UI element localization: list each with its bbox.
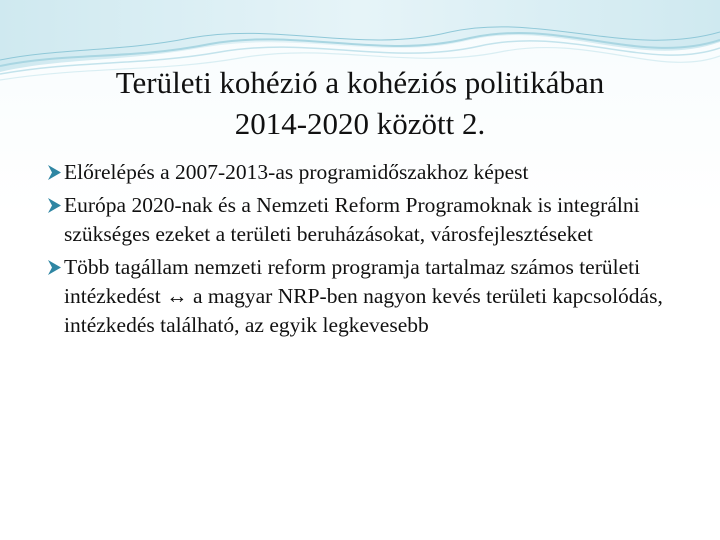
arrowhead-bullet-icon [48,191,62,220]
bullet-text: Több tagállam nemzeti reform programja tartalmaz számos területi intézkedést ↔ a magyar NRP-ben nagyon kevés területi kapcsolódás, intézkedés található, az egyik legkevesebb [64,255,663,337]
bullet-text: Előrelépés a 2007-2013-as programidőszakhoz képest [64,160,529,184]
bullet-item [48,158,698,187]
slide-title-line-1: Területi kohézió a kohéziós politikában [115,65,605,100]
slide-title [30,62,690,144]
bullet-text: Európa 2020-nak és a Nemzeti Reform Programoknak is integrálni szükséges ezeket a területi beruházásokat, városfejlesztéseket [64,193,640,246]
bullet-list [48,158,698,344]
arrowhead-bullet-icon [48,253,62,282]
bullet-item [48,253,698,340]
bullet-item [48,191,698,249]
arrowhead-bullet-icon [48,158,62,187]
slide-title-line-2: 2014-2020 között 2. [234,106,486,141]
